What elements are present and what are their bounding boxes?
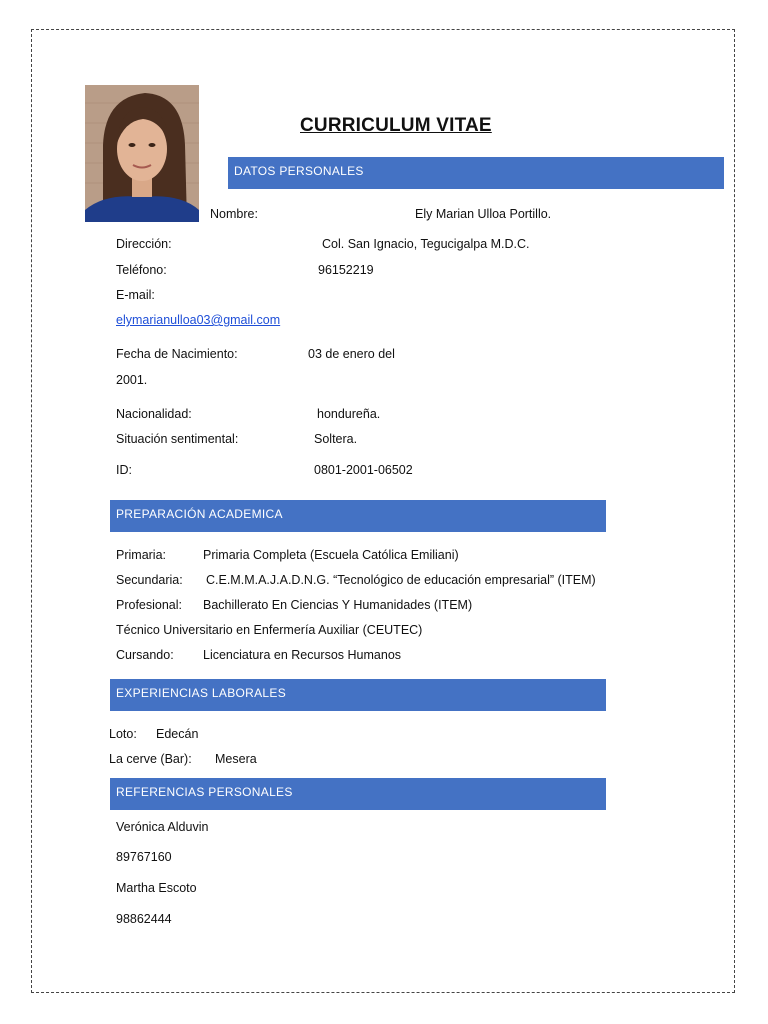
section-header-datos-personales: DATOS PERSONALES <box>228 157 724 189</box>
primaria-label: Primaria: <box>116 548 167 562</box>
secundaria-label: Secundaria: <box>116 573 183 587</box>
nacimiento-label: Fecha de Nacimiento: <box>116 347 238 361</box>
experiencia-1-role: Edecán <box>156 727 199 741</box>
experiencia-2-place: La cerve (Bar): <box>109 752 192 766</box>
experiencia-2-role: Mesera <box>215 752 257 766</box>
referencia-2-name: Martha Escoto <box>116 881 197 895</box>
section-header-experiencias-laborales: EXPERIENCIAS LABORALES <box>110 679 606 711</box>
document-title: CURRICULUM VITAE <box>300 115 492 136</box>
tecnico-line: Técnico Universitario en Enfermería Auxiliar (CEUTEC) <box>116 623 423 637</box>
referencia-2-phone: 98862444 <box>116 912 172 926</box>
experiencia-1-place: Loto: <box>109 727 137 741</box>
nombre-value: Ely Marian Ulloa Portillo. <box>415 207 552 221</box>
nacionalidad-label: Nacionalidad: <box>116 407 192 421</box>
id-label: ID: <box>116 463 132 477</box>
primaria-value: Primaria Completa (Escuela Católica Emiliani) <box>203 548 459 562</box>
nacimiento-value-cont: 2001. <box>116 373 148 387</box>
email-link[interactable]: elymarianulloa03@gmail.com <box>116 313 281 327</box>
referencia-1-name: Verónica Alduvin <box>116 820 209 834</box>
telefono-value: 96152219 <box>318 263 374 277</box>
profesional-label: Profesional: <box>116 598 183 612</box>
situacion-label: Situación sentimental: <box>116 432 239 446</box>
nacionalidad-value: hondureña. <box>317 407 381 421</box>
telefono-label: Teléfono: <box>116 263 167 277</box>
direccion-label: Dirección: <box>116 237 172 251</box>
cursando-label: Cursando: <box>116 648 174 662</box>
nacimiento-value: 03 de enero del <box>308 347 395 361</box>
email-label: E-mail: <box>116 288 155 302</box>
section-header-preparacion-academica: PREPARACIÓN ACADEMICA <box>110 500 606 532</box>
nombre-label: Nombre: <box>210 207 258 221</box>
profile-photo <box>85 85 199 222</box>
referencia-1-phone: 89767160 <box>116 850 172 864</box>
direccion-value: Col. San Ignacio, Tegucigalpa M.D.C. <box>322 237 530 251</box>
cursando-value: Licenciatura en Recursos Humanos <box>203 648 402 662</box>
secundaria-value: C.E.M.M.A.J.A.D.N.G. “Tecnológico de educación empresarial” (ITEM) <box>206 573 596 587</box>
profesional-value: Bachillerato En Ciencias Y Humanidades (ITEM) <box>203 598 473 612</box>
id-value: 0801-2001-06502 <box>314 463 413 477</box>
situacion-value: Soltera. <box>314 432 358 446</box>
section-header-referencias-personales: REFERENCIAS PERSONALES <box>110 778 606 810</box>
